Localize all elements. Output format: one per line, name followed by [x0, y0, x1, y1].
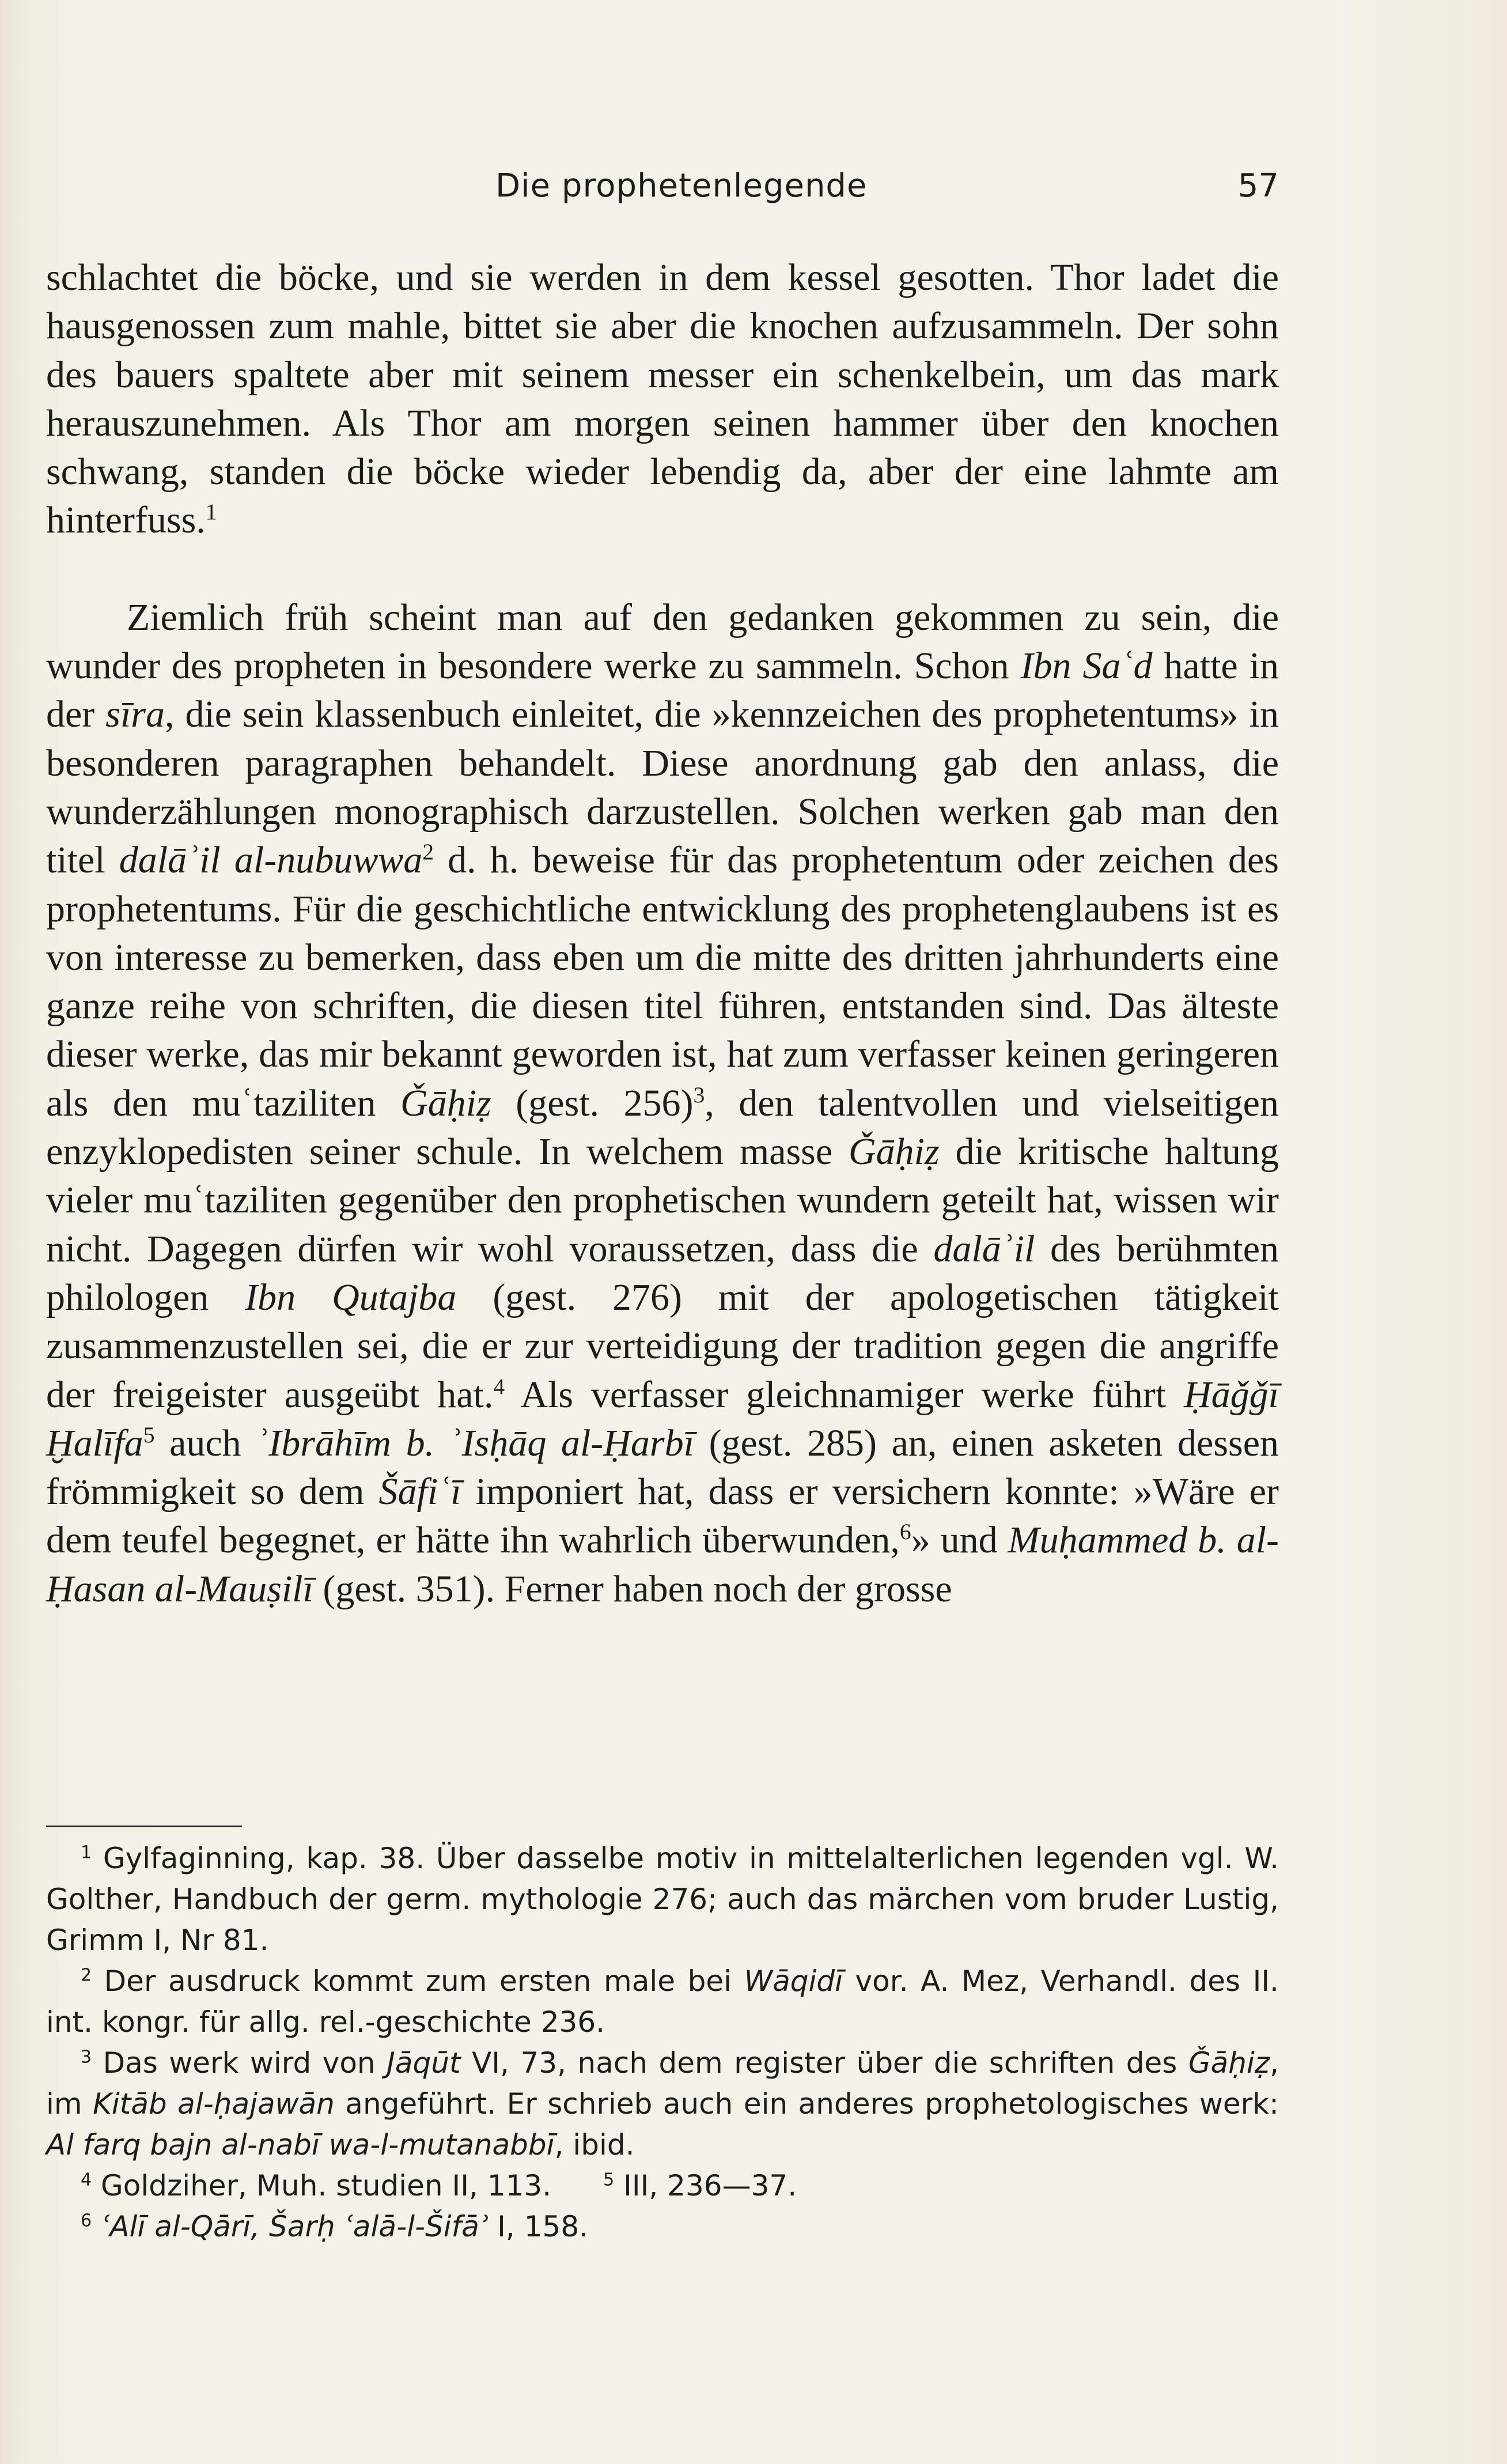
- text-span: hatte in der: [46, 645, 1279, 736]
- italic-name: Ǧāḥiẓ: [400, 1082, 491, 1124]
- footnote-ref-5: 5: [143, 1422, 155, 1448]
- footnote-ref-3: 3: [693, 1082, 705, 1108]
- text-span: , die sein klassenbuch einleitet, die »kennzeichen des prophetentums» in besonderen paragraphen behandelt. Diese anordnung gab den anlass, die wunderzählungen monographisch darzustellen. Solchen werken gab man den titel: [46, 693, 1279, 882]
- italic-name: Šāfiʿī: [378, 1471, 461, 1513]
- italic-title: dalāʾil al-nubuwwa: [119, 839, 423, 882]
- italic-name: Ḥāǧǧī Ḫalīfa: [46, 1373, 1279, 1464]
- italic-name: Muḥammed b. al-Ḥasan al-Mauṣilī: [46, 1519, 1279, 1610]
- footnote-ref-6: 6: [899, 1519, 911, 1545]
- footnotes: [46, 1838, 1279, 2247]
- text-span: Ziemlich früh scheint man auf den gedanken gekommen zu sein, die wunder des propheten in besondere werke zu sammeln. Schon: [46, 596, 1279, 687]
- text-span: Als verfasser gleichnamiger werke führt: [505, 1373, 1184, 1416]
- footnote-number: 6: [81, 2210, 92, 2231]
- footnote-text: I, 158.: [488, 2210, 589, 2243]
- italic-name: Ibn Saʿd: [1020, 645, 1153, 687]
- italic-name: ʾIbrāhīm b. ʾIsḥāq al-Ḥarbī: [256, 1422, 694, 1464]
- footnote-text: Das werk wird von: [92, 2046, 387, 2080]
- page-header: [46, 167, 1279, 219]
- italic-title: Al farq bajn al-nabī wa-l-mutanabbī: [46, 2128, 555, 2161]
- footnote-ref-2: 2: [422, 839, 434, 865]
- paragraph-1-text: schlachtet die böcke, und sie werden in dem kessel gesotten. Thor ladet die hausgenossen zum mahle, bittet sie aber die knochen aufzusammeln. Der sohn des bauers spaltete aber mit seinem messer ein schenkelbein, um das mark herauszunehmen. Als Thor am morgen seinen hammer über den knochen schwang, standen die böcke wieder lebendig da, aber der eine lahmte am hinterfuss.: [46, 256, 1279, 542]
- footnote-number: 5: [603, 2170, 615, 2190]
- footnote-ref-1: 1: [205, 499, 217, 525]
- paragraph-1: [46, 254, 1279, 545]
- italic-name: Ǧāḥiẓ: [848, 1131, 940, 1173]
- footnote-text: VI, 73, nach dem register über die schriften des: [460, 2046, 1188, 2080]
- body-text: [46, 254, 1279, 1613]
- italic-name: Wāqidī: [744, 1964, 843, 1998]
- text-span: » und: [911, 1519, 1008, 1562]
- text-span: (gest. 351). Ferner haben noch der grosse: [313, 1567, 952, 1610]
- text-span: , den talentvollen und vielseitigen enzyklopedisten seiner schule. In welchem masse: [46, 1082, 1279, 1173]
- footnote-text: Der ausdruck kommt zum ersten male bei: [92, 1964, 744, 1998]
- footnote-3: [46, 2043, 1279, 2166]
- text-span: d. h. beweise für das prophetentum oder zeichen des prophetentums. Für die geschichtliche entwicklung des prophetenglaubens ist es von interesse zu bemerken, dass eben um die mitte des dritten jahrhunderts eine ganze reihe von schriften, die diesen titel führen, entstanden sind. Das älteste dieser werke, das mir bekannt geworden ist, hat zum verfasser keinen geringeren als den muʿtaziliten: [46, 839, 1279, 1124]
- footnote-number: 3: [81, 2047, 92, 2068]
- footnote-number: 2: [81, 1965, 92, 1986]
- text-span: imponiert hat, dass er versichern konnte: »Wäre er dem teufel begegnet, er hätte ihn wahrlich überwunden,: [46, 1471, 1279, 1562]
- footnote-text: III, 236—37.: [614, 2169, 797, 2202]
- footnote-ref-4: 4: [493, 1373, 505, 1399]
- footnote-text: , ibid.: [554, 2128, 635, 2161]
- text-span: auch: [154, 1422, 256, 1464]
- italic-term: dalāʾil: [933, 1227, 1035, 1270]
- text-span: (gest. 276) mit der apologetischen tätigkeit zusammenzustellen sei, die er zur verteidigung der tradition gegen die angriffe der freigeister ausgeübt hat.: [46, 1276, 1279, 1416]
- footnote-2: [46, 1961, 1279, 2043]
- text-span: (gest. 256): [491, 1082, 694, 1124]
- footnote-text: , im: [46, 2046, 1279, 2121]
- italic-term: sīra: [105, 693, 165, 736]
- italic-title: Kitāb al-ḥajawān: [93, 2087, 335, 2121]
- running-head: Die prophetenlegende: [495, 167, 868, 205]
- footnote-text: Gylfaginning, kap. 38. Über dasselbe motiv in mittelalterlichen legenden vgl. W. Golther, Handbuch der germ. mythologie 276; auch das märchen vom bruder Lustig, Grimm I, Nr 81.: [46, 1842, 1279, 1957]
- footnote-1: [46, 1838, 1279, 1961]
- footnote-text: vor. A. Mez, Verhandl. des II. int. kongr. für allg. rel.-geschichte 236.: [46, 1964, 1279, 2039]
- footnote-6: [46, 2206, 1279, 2247]
- italic-name: Jāqūt: [387, 2046, 461, 2080]
- italic-title: ʿAlī al-Qārī, Šarḥ ʿalā-l-Šifāʾ: [92, 2210, 489, 2243]
- footnote-4-5: [46, 2166, 1279, 2206]
- text-span: die kritische haltung vieler muʿtaziliten gegenüber den prophetischen wundern geteilt hat, wissen wir nicht. Dagegen dürfen wir wohl voraussetzen, dass die: [46, 1131, 1279, 1270]
- paragraph-2: [46, 594, 1279, 1613]
- footnote-text: Goldziher, Muh. studien II, 113.: [92, 2169, 552, 2202]
- footnote-text: angeführt. Er schrieb auch ein anderes prophetologisches werk:: [334, 2087, 1279, 2121]
- italic-name: Ibn Qutajba: [245, 1276, 457, 1318]
- italic-name: Ǧāḥiẓ: [1188, 2046, 1270, 2080]
- footnote-divider: [46, 1826, 242, 1827]
- footnote-number: 1: [81, 1842, 92, 1863]
- page-number: 57: [1237, 167, 1279, 205]
- text-span: (gest. 285) an, einen asketen dessen frömmigkeit so dem: [46, 1422, 1279, 1513]
- text-span: des berühmten philologen: [46, 1227, 1279, 1318]
- footnote-number: 4: [81, 2170, 92, 2190]
